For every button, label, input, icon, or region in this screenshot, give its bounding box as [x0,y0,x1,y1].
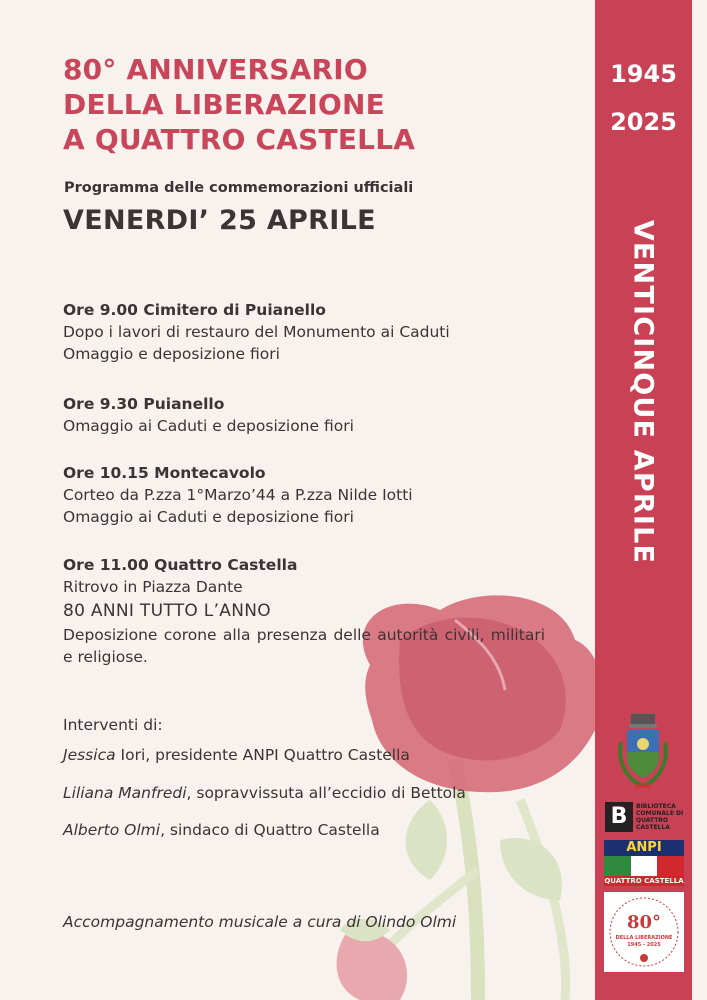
year-end: 2025 [610,108,677,136]
event-line: Dopo i lavori di restauro del Monumento ai Caduti [63,323,450,341]
event-item [63,462,553,528]
badge-line: DELLA LIBERAZIONE [615,935,673,941]
anpi-logo [604,840,684,886]
badge-line: 1945 - 2025 [627,942,661,948]
vertical-title: VENTICINQUE APRILE [627,219,659,565]
event-line: Omaggio ai Caduti e deposizione fiori [63,508,354,526]
music-credit: Accompagnamento musicale a cura di Olindo Olmi [63,913,457,931]
event-item [63,393,553,437]
library-logo [605,800,683,836]
anpi-label: ANPI [604,840,684,856]
event-item [63,554,553,668]
speaker-name: Liliana Manfredi [63,784,187,802]
event-description: Deposizione corone alla presenza delle autorità civili, militari e religiose. [63,626,545,666]
year-start: 1945 [610,60,677,88]
anniversary-badge [604,892,684,972]
speaker-role: , sindaco di Quattro Castella [160,821,380,839]
speaker-name: Jessica [63,746,116,764]
speaker-role: , sopravvissuta all’eccidio di Bettola [186,784,466,802]
speaker-row [63,784,466,802]
title-line: DELLA LIBERAZIONE [63,88,385,121]
event-line: Ritrovo in Piazza Dante [63,578,243,596]
anpi-town: QUATTRO CASTELLA [604,877,684,885]
library-letter: B [605,802,633,832]
speaker-row [63,746,410,764]
title-line: A QUATTRO CASTELLA [63,123,416,156]
library-text: BIBLIOTECA COMUNALE DI QUATTRO CASTELLA [636,803,684,831]
program-subtitle: Programma delle commemorazioni ufficiali [64,180,414,196]
speaker-row [63,821,380,839]
event-line: Omaggio ai Caduti e deposizione fiori [63,417,354,435]
speaker-role: Iori, presidente ANPI Quattro Castella [115,746,410,764]
badge-number: 80° [626,912,662,933]
event-time: Ore 9.00 Cimitero di Puianello [63,301,326,319]
event-time: Ore 11.00 Quattro Castella [63,556,298,574]
title-line: 80° ANNIVERSARIO [63,53,368,86]
coat-of-arms-icon [613,712,673,790]
flag-icon [604,856,684,876]
event-item [63,299,553,365]
event-line: Corteo da P.zza 1°Marzo’44 a P.zza Nilde Iotti [63,486,413,504]
event-line: Omaggio e deposizione fiori [63,345,280,363]
speaker-name: Alberto Olmi [63,821,161,839]
event-date: VENERDI’ 25 APRILE [63,205,376,236]
event-time: Ore 10.15 Montecavolo [63,464,266,482]
page-title [63,52,415,157]
event-highlight: 80 ANNI TUTTO L’ANNO [63,601,271,621]
event-time: Ore 9.30 Puianello [63,395,225,413]
speakers-intro: Interventi di: [63,716,163,734]
